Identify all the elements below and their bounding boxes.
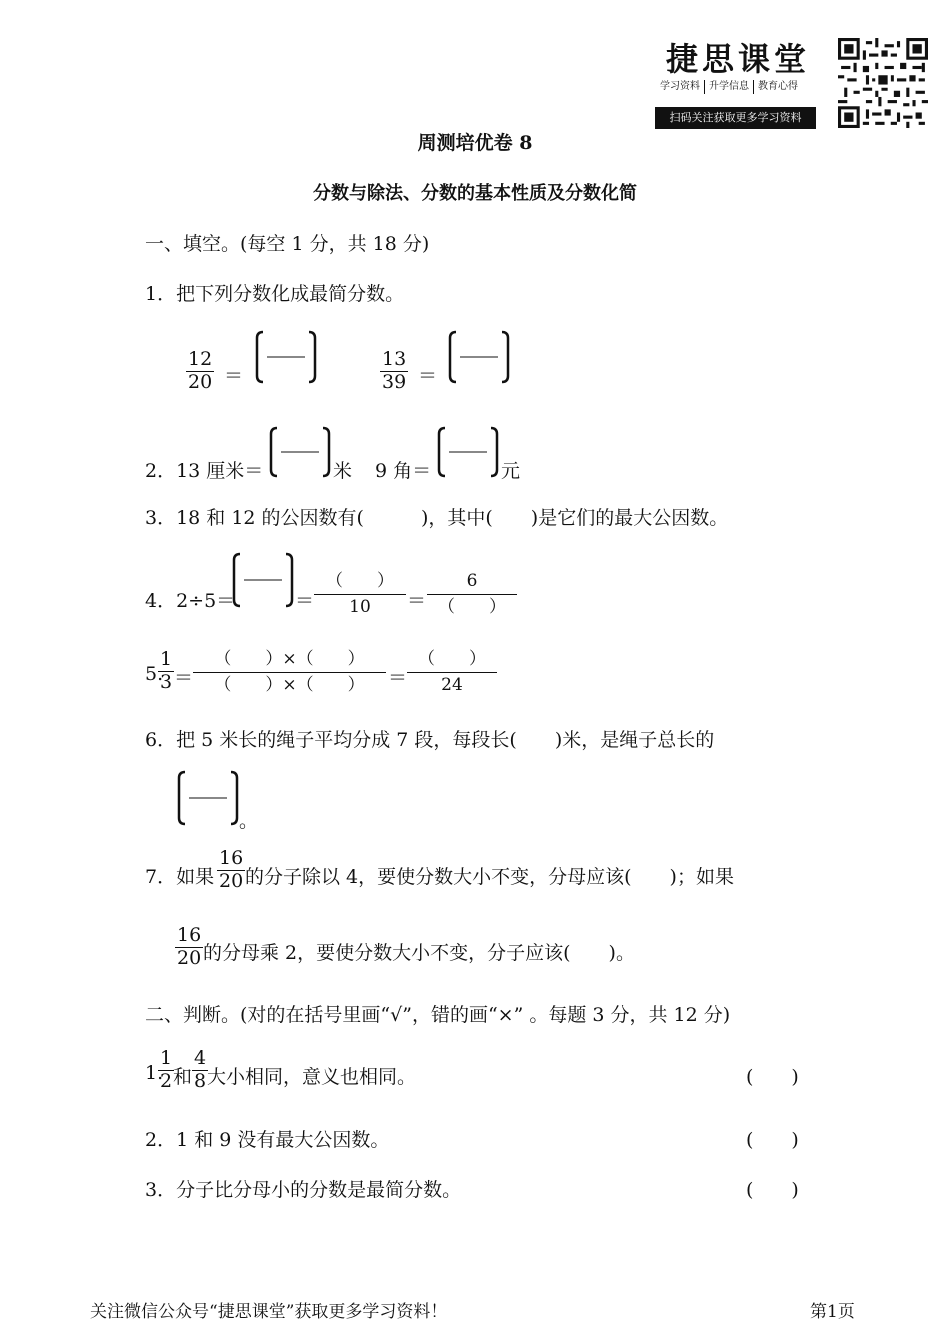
brand-banner: 扫码关注获取更多学习资料	[655, 107, 816, 129]
q2-unit-meter: 米	[333, 460, 353, 482]
fraction-denominator: 39	[382, 370, 407, 393]
fraction-numerator: 1	[160, 1047, 173, 1069]
s2-q1-fraction-b	[192, 1048, 208, 1093]
q1-fraction-b	[380, 349, 408, 394]
brand-tag: 升学信息	[705, 80, 754, 94]
page-title: 周测培优卷 8	[417, 132, 533, 154]
q2-label: 2．13 厘米＝	[145, 460, 264, 482]
blank-fraction-box	[437, 426, 499, 478]
q6-text: 6．把 5 米长的绳子平均分成 7 段，每段长( )米，是绳子总长的	[145, 729, 715, 751]
q2-unit-yuan: 元	[501, 460, 521, 482]
q5-fraction-1	[193, 647, 386, 697]
page-number: 第1页	[810, 1302, 855, 1322]
fraction-denominator: 8	[194, 1069, 207, 1092]
q3-text: 3．18 和 12 的公因数有( )，其中( )是它们的最大公因数。	[145, 507, 729, 529]
fraction-denominator: 3	[160, 670, 173, 693]
s2-q2-text: 2．1 和 9 没有最大公因数。	[145, 1129, 390, 1151]
equals-sign: ＝	[407, 590, 427, 612]
blank-fraction-box	[448, 330, 510, 384]
equals-sign: ＝	[224, 365, 244, 387]
q7-mid: 的分子除以 4，要使分数大小不变，分母应该( )；如果	[245, 866, 734, 888]
equals-sign: ＝	[418, 365, 438, 387]
q2-mid: 9 角＝	[375, 460, 432, 482]
fraction-numerator: （ ）×（ ）	[193, 647, 386, 673]
q5-fraction-2	[407, 647, 497, 697]
fraction-denominator: （ ）×（ ）	[214, 674, 365, 695]
equals-sign: ＝	[174, 667, 194, 689]
fraction-denominator: 20	[219, 869, 244, 892]
blank-fraction-box	[177, 770, 239, 826]
answer-paren[interactable]: ( )	[746, 1066, 799, 1088]
section1-heading: 一、填空。(每空 1 分，共 18 分)	[145, 233, 430, 255]
fraction-denominator: 2	[160, 1069, 173, 1092]
fraction-denominator: 20	[177, 946, 202, 969]
section2-heading: 二、判断。(对的在括号里画“√”，错的画“×” 。每题 3 分，共 12 分)	[145, 1004, 731, 1026]
q6-end: 。	[239, 810, 259, 832]
s2-q1-fraction-a	[158, 1048, 174, 1093]
equals-sign: ＝	[295, 590, 315, 612]
fraction-numerator: 1	[160, 648, 173, 670]
answer-paren[interactable]: ( )	[746, 1179, 799, 1201]
fraction-numerator: 4	[194, 1047, 207, 1069]
fraction-denominator: （ ）	[438, 596, 506, 617]
q5-fraction-0	[158, 649, 174, 694]
q5-label: 5.	[145, 663, 164, 685]
fraction-numerator: 16	[219, 847, 244, 869]
fraction-denominator: 10	[349, 596, 371, 617]
answer-paren[interactable]: ( )	[746, 1129, 799, 1151]
fraction-numerator: （ ）	[407, 647, 497, 673]
footer-note: 关注微信公众号“捷思课堂”获取更多学习资料！	[90, 1302, 448, 1322]
q7-fraction	[217, 848, 245, 893]
fraction-numerator: 13	[382, 348, 407, 370]
blank-fraction-box	[269, 426, 331, 478]
equals-sign: ＝	[388, 667, 408, 689]
fraction-numerator: 16	[177, 924, 202, 946]
blank-fraction-box	[232, 552, 294, 608]
q7-pre: 7．如果	[145, 866, 215, 888]
blank-fraction-box	[255, 330, 317, 384]
q4-label: 4．2÷5＝	[145, 590, 236, 612]
q4-fraction-1	[314, 569, 406, 619]
s2-q3-text: 3．分子比分母小的分数是最简分数。	[145, 1179, 462, 1201]
q1-fraction-a	[186, 349, 214, 394]
brand-tags	[656, 80, 802, 94]
fraction-numerator: （ ）	[314, 569, 406, 595]
brand-tag: 学习资料	[656, 80, 705, 94]
fraction-denominator: 24	[441, 674, 463, 695]
brand-name: 捷思课堂	[666, 40, 811, 78]
s2-q1-text: 大小相同，意义也相同。	[207, 1066, 417, 1088]
fraction-denominator: 20	[188, 370, 213, 393]
q7-line2: 的分母乘 2，要使分数大小不变，分子应该( )。	[203, 942, 635, 964]
qr-code-icon	[838, 38, 928, 128]
page-subtitle: 分数与除法、分数的基本性质及分数化简	[313, 183, 637, 204]
fraction-numerator: 6	[427, 569, 517, 595]
s2-q1-label: 1.	[145, 1062, 164, 1084]
q1-text: 1．把下列分数化成最简分数。	[145, 283, 405, 305]
q4-fraction-2	[427, 569, 517, 619]
q7-fraction-2	[175, 925, 203, 970]
s2-q1-and: 和	[173, 1066, 193, 1088]
fraction-numerator: 12	[188, 348, 213, 370]
brand-tag: 教育心得	[758, 81, 798, 92]
